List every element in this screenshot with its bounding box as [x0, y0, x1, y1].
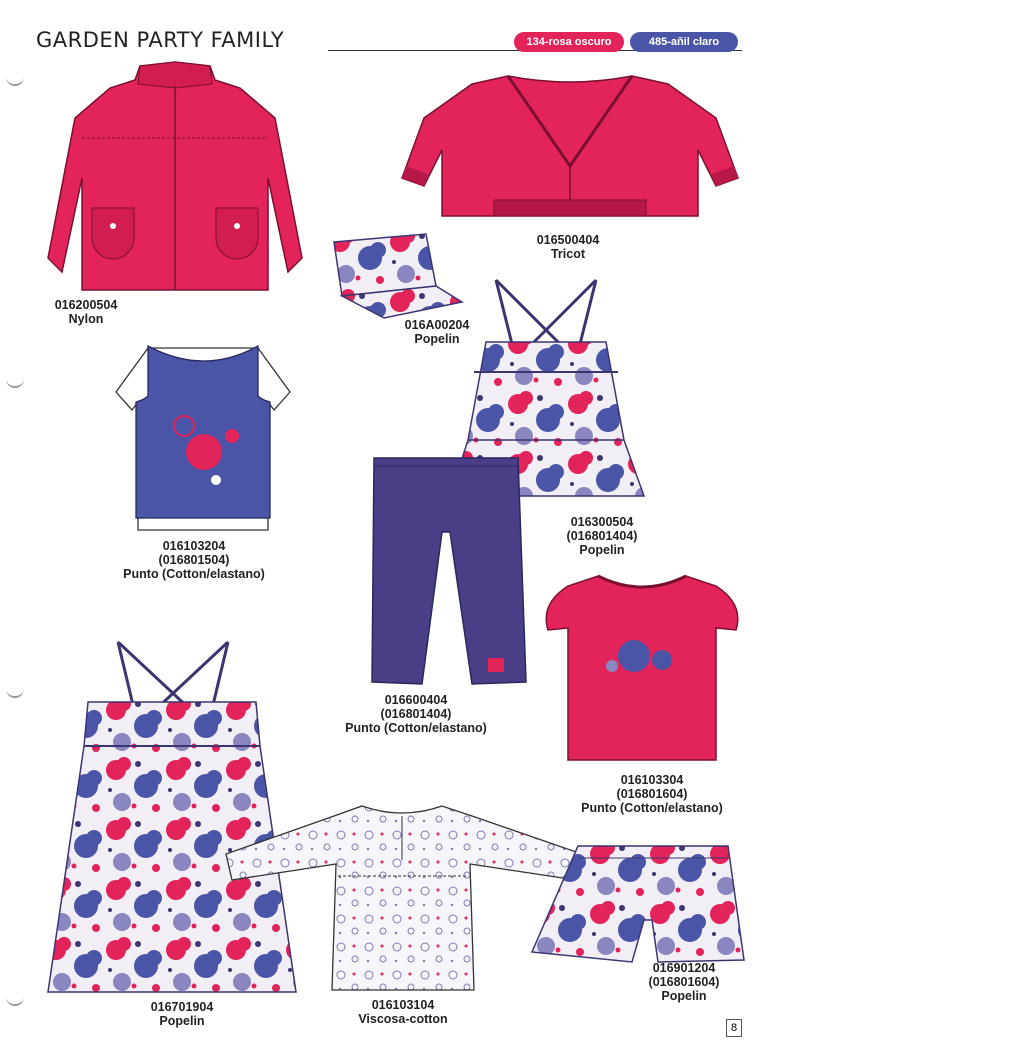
- item-code: 016200504: [54, 298, 118, 312]
- item-code: 016103104: [371, 998, 435, 1012]
- binder-hole: [6, 70, 24, 86]
- binder-hole: [6, 990, 24, 1006]
- item-code: 016300504: [570, 515, 634, 529]
- item-code: 016500404: [536, 233, 600, 247]
- layered-top-illustration: [112, 340, 294, 536]
- item-caption: [106, 539, 282, 581]
- item-fabric: Punto (Cotton/elastano): [345, 721, 487, 735]
- leggings-illustration: [368, 452, 528, 692]
- color-chip-anil: 485-añil claro: [630, 32, 738, 52]
- item-caption: [572, 773, 732, 815]
- printed-shorts-illustration: [528, 840, 748, 964]
- item-code: 016901204: [652, 961, 716, 975]
- item-fabric: Popelin: [661, 989, 707, 1003]
- puff-sleeve-tee-illustration: [540, 568, 744, 768]
- color-chip-rosa: 134-rosa oscuro: [514, 32, 624, 52]
- page-number: 8: [726, 1019, 742, 1037]
- item-caption: [140, 1000, 224, 1028]
- item-fabric: Popelin: [414, 332, 460, 346]
- item-caption: [636, 961, 732, 1003]
- item-code-alt: (016801604): [648, 975, 720, 989]
- item-caption: [554, 515, 650, 557]
- item-code: 016600404: [384, 693, 448, 707]
- item-fabric: Viscosa-cotton: [358, 1012, 448, 1026]
- item-caption: [44, 298, 128, 326]
- item-code-alt: (016801604): [616, 787, 688, 801]
- page-title: GARDEN PARTY FAMILY: [36, 28, 285, 52]
- binder-hole: [6, 372, 24, 388]
- item-code: 016103304: [620, 773, 684, 787]
- item-caption: [520, 233, 616, 261]
- item-code-alt: (016801504): [158, 553, 230, 567]
- item-code-alt: (016801404): [566, 529, 638, 543]
- item-fabric: Punto (Cotton/elastano): [123, 567, 265, 581]
- item-code-alt: (016801404): [380, 707, 452, 721]
- item-fabric: Popelin: [579, 543, 625, 557]
- binder-hole: [6, 682, 24, 698]
- item-fabric: Tricot: [550, 247, 586, 261]
- item-fabric: Popelin: [159, 1014, 205, 1028]
- item-code: 016701904: [150, 1000, 214, 1014]
- item-caption: [350, 998, 456, 1026]
- item-code: 016103204: [162, 539, 226, 553]
- item-code: 016A00204: [404, 318, 470, 332]
- knit-cardigan-illustration: [398, 70, 742, 222]
- zip-jacket-illustration: [40, 58, 310, 298]
- item-fabric: Nylon: [68, 312, 104, 326]
- item-caption: [336, 693, 496, 735]
- item-fabric: Punto (Cotton/elastano): [581, 801, 723, 815]
